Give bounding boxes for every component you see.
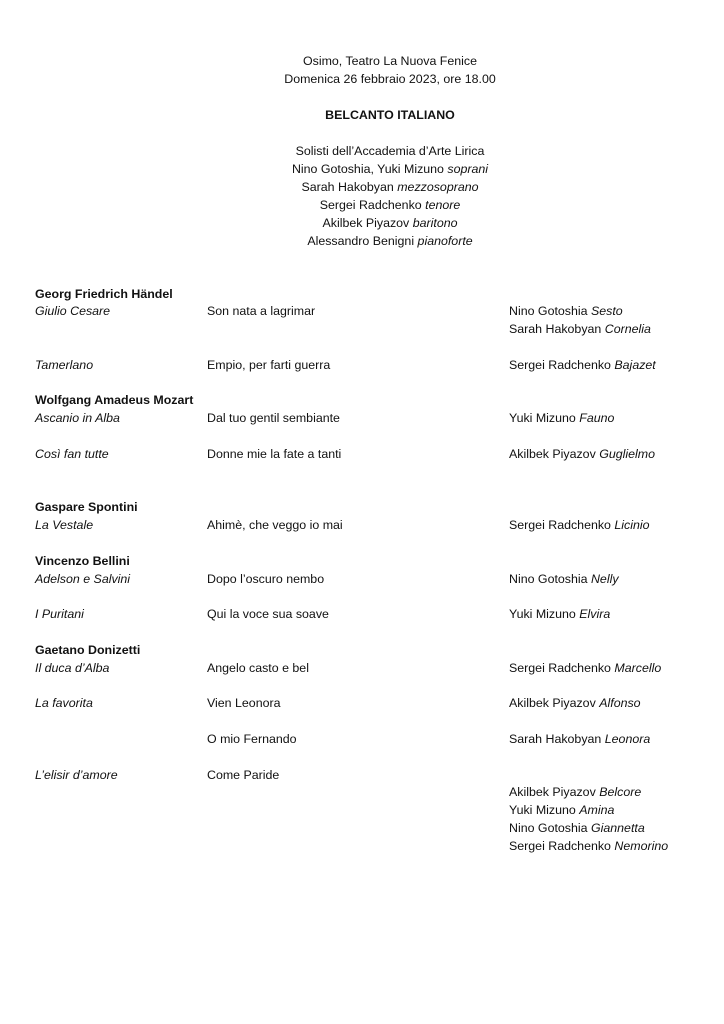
- singer-role: Amina: [579, 803, 615, 817]
- aria-title: Angelo casto e bel: [207, 661, 309, 675]
- opera-title: L’elisir d’amore: [35, 768, 118, 782]
- performer-line: [0, 160, 724, 178]
- performer-name: Solisti dell’Accademia d’Arte Lirica: [295, 144, 485, 158]
- performer-role: mezzosoprano: [397, 180, 479, 194]
- singer-name: Sergei Radchenko: [509, 358, 611, 372]
- date-line: Domenica 26 febbraio 2023, ore 18.00: [284, 72, 496, 86]
- singer-role: Guglielmo: [599, 447, 656, 461]
- venue-line: Osimo, Teatro La Nuova Fenice: [302, 54, 477, 68]
- opera-title: Il duca d’Alba: [35, 661, 110, 675]
- opera-title: Così fan tutte: [35, 447, 109, 461]
- opera-title: Adelson e Salvini: [35, 572, 131, 586]
- performer-role: baritono: [412, 216, 458, 230]
- singer-role: Elvira: [579, 607, 611, 621]
- singer-entry: [509, 606, 610, 622]
- singer-role: Cornelia: [604, 322, 651, 336]
- composer-name: Wolfgang Amadeus Mozart: [35, 393, 194, 407]
- singer-entry: [509, 820, 645, 836]
- singer-entry: [509, 321, 651, 337]
- performer-line: [0, 142, 724, 160]
- singer-entry: [509, 802, 614, 818]
- performer-name: Alessandro Benigni: [307, 234, 415, 248]
- composer-name: Vincenzo Bellini: [35, 554, 130, 568]
- aria-title: Vien Leonora: [207, 696, 281, 710]
- singer-role: Nemorino: [614, 839, 669, 853]
- singer-name: Yuki Mizuno: [509, 607, 576, 621]
- singer-name: Akilbek Piyazov: [509, 696, 596, 710]
- singer-name: Akilbek Piyazov: [509, 785, 596, 799]
- singer-name: Yuki Mizuno: [509, 803, 576, 817]
- aria-title: Qui la voce sua soave: [207, 607, 329, 621]
- singer-name: Nino Gotoshia: [509, 304, 588, 318]
- composer-name: Gaetano Donizetti: [35, 643, 141, 657]
- singer-role: Nelly: [590, 572, 619, 586]
- performer-line: [0, 214, 724, 232]
- singer-role: Leonora: [604, 732, 651, 746]
- singer-role: Fauno: [579, 411, 615, 425]
- singer-name: Sergei Radchenko: [509, 518, 611, 532]
- singer-role: Licinio: [614, 518, 650, 532]
- aria-title: Son nata a lagrimar: [207, 304, 316, 318]
- singer-name: Yuki Mizuno: [509, 411, 576, 425]
- opera-title: Giulio Cesare: [35, 304, 111, 318]
- singer-name: Sergei Radchenko: [509, 839, 611, 853]
- singer-name: Sergei Radchenko: [509, 661, 611, 675]
- opera-title: Ascanio in Alba: [35, 411, 120, 425]
- aria-title: O mio Fernando: [207, 732, 297, 746]
- performer-line: [0, 232, 724, 250]
- singer-entry: [509, 517, 650, 533]
- singer-entry: [509, 303, 623, 319]
- opera-title: La Vestale: [35, 518, 94, 532]
- opera-title: La favorita: [35, 696, 93, 710]
- singer-entry: [509, 838, 668, 854]
- performer-line: [0, 196, 724, 214]
- singer-entry: [509, 446, 655, 462]
- performer-name: Sergei Radchenko: [319, 198, 422, 212]
- aria-title: Dopo l’oscuro nembo: [207, 572, 325, 586]
- singer-entry: [509, 357, 656, 373]
- singer-name: Nino Gotoshia: [509, 572, 588, 586]
- singer-name: Sarah Hakobyan: [509, 322, 602, 336]
- performer-role: pianoforte: [417, 234, 473, 248]
- singer-role: Marcello: [614, 661, 662, 675]
- singer-entry: [509, 731, 650, 747]
- singer-entry: [509, 571, 619, 587]
- opera-title: Tamerlano: [35, 358, 94, 372]
- aria-title: Empio, per farti guerra: [207, 358, 331, 372]
- performer-role: tenore: [425, 198, 461, 212]
- aria-title: Donne mie la fate a tanti: [207, 447, 342, 461]
- singer-role: Belcore: [599, 785, 642, 799]
- composer-name: Gaspare Spontini: [35, 500, 138, 514]
- singer-entry: [509, 695, 641, 711]
- singer-entry: [509, 784, 641, 800]
- performer-name: Nino Gotoshia, Yuki Mizuno: [291, 162, 444, 176]
- aria-title: Ahimè, che veggo io mai: [207, 518, 343, 532]
- singer-entry: [509, 660, 661, 676]
- aria-title: Come Paride: [207, 768, 280, 782]
- composer-name: Georg Friedrich Händel: [35, 287, 173, 301]
- performer-role: soprani: [447, 162, 489, 176]
- singer-role: Bajazet: [614, 358, 656, 372]
- performer-name: Akilbek Piyazov: [322, 216, 410, 230]
- singer-name: Sarah Hakobyan: [509, 732, 602, 746]
- singer-role: Giannetta: [590, 821, 645, 835]
- singer-role: Alfonso: [599, 696, 641, 710]
- singer-role: Sesto: [590, 304, 623, 318]
- concert-title: BELCANTO ITALIANO: [325, 108, 455, 122]
- performer-name: Sarah Hakobyan: [301, 180, 394, 194]
- opera-title: I Puritani: [35, 607, 84, 621]
- singer-name: Nino Gotoshia: [509, 821, 588, 835]
- performer-line: [0, 178, 724, 196]
- singer-entry: [509, 410, 614, 426]
- aria-title: Dal tuo gentil sembiante: [207, 411, 340, 425]
- singer-name: Akilbek Piyazov: [509, 447, 596, 461]
